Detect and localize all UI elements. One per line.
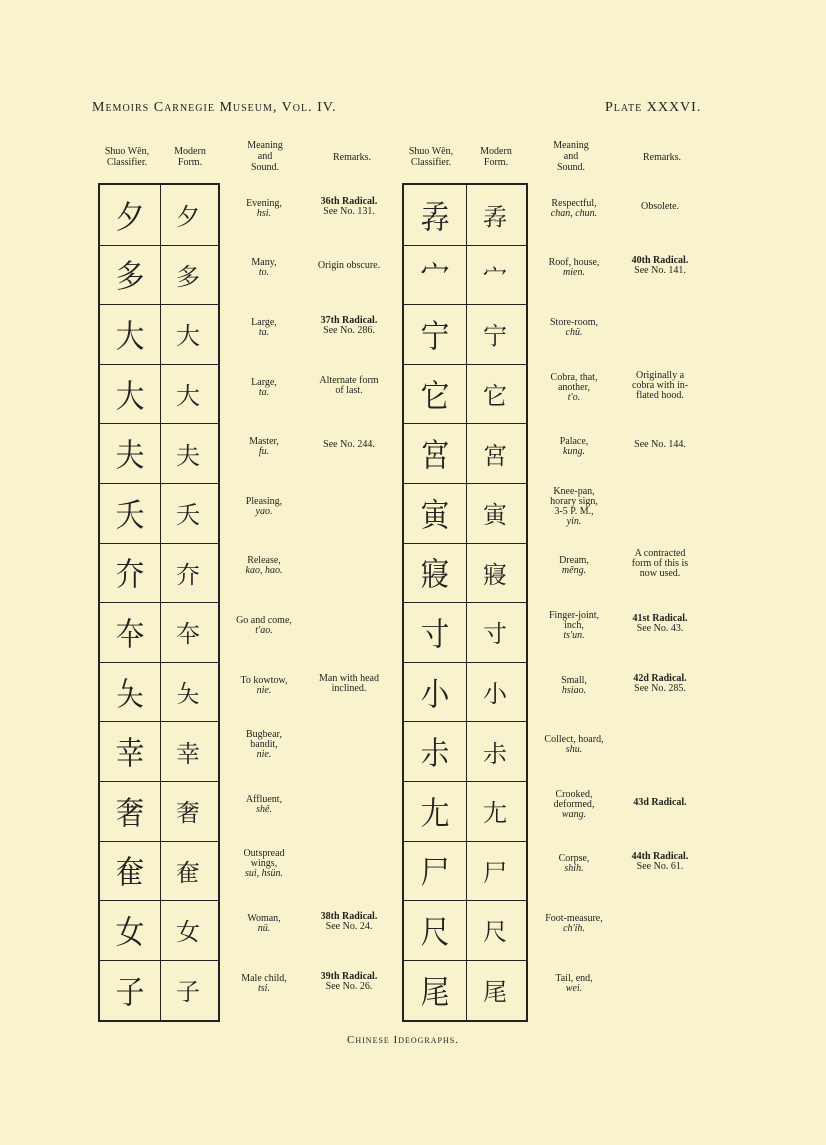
meaning-text: Respectful, xyxy=(551,197,597,209)
modern-character: 寸 xyxy=(483,620,507,649)
seal-character: 夕 xyxy=(115,197,145,236)
seal-character: 夭 xyxy=(115,495,145,534)
meaning-sound xyxy=(534,199,614,219)
col-head-remarks-left: Remarks. xyxy=(332,152,372,163)
remarks-text: 44th Radical. See No. 61. xyxy=(631,851,689,873)
table-row xyxy=(100,543,218,604)
table-row xyxy=(100,602,218,663)
meaning-text: Go and come, xyxy=(236,615,292,626)
sound-text: shê. xyxy=(256,803,272,815)
sound-text: mien. xyxy=(563,267,585,279)
sound-text: kao, hao. xyxy=(245,565,283,577)
left-glyph-table xyxy=(98,183,220,1022)
modern-character: 子 xyxy=(176,978,200,1007)
table-row xyxy=(100,304,218,365)
meaning-text: Woman, xyxy=(247,913,281,924)
meaning-text: To kowtow, xyxy=(240,674,288,686)
meaning-text: Palace, xyxy=(559,436,589,448)
sound-text: wei. xyxy=(565,982,583,994)
table-row xyxy=(404,662,526,723)
modern-character: 奢 xyxy=(176,799,200,828)
seal-character: 宁 xyxy=(420,316,450,355)
meaning-sound xyxy=(534,258,614,278)
modern-character: 小 xyxy=(483,680,507,709)
remarks-text: Alternate form of last. xyxy=(319,374,379,396)
meaning-sound xyxy=(534,735,614,755)
remarks-text: 37th Radical. See No. 286. xyxy=(320,315,378,336)
table-row xyxy=(404,483,526,544)
meaning-text: Roof, house, xyxy=(548,257,600,269)
seal-character: 夨 xyxy=(115,674,145,713)
meaning-text: Foot-measure, xyxy=(545,913,603,924)
meaning-sound xyxy=(226,258,302,278)
remarks-text: 39th Radical. See No. 26. xyxy=(320,970,378,992)
modern-character: 寢 xyxy=(483,560,507,589)
meaning-text: Outspread wings, xyxy=(243,848,285,870)
modern-character: 夕 xyxy=(176,203,200,232)
sound-text: chü. xyxy=(565,327,583,338)
table-row xyxy=(404,960,526,1020)
meaning-sound xyxy=(226,318,302,338)
seal-character: 大 xyxy=(115,316,145,355)
meaning-text: Crooked, deformed, xyxy=(553,788,595,810)
table-row xyxy=(100,185,218,246)
modern-character: 尾 xyxy=(483,978,507,1007)
modern-character: 尸 xyxy=(483,858,507,887)
modern-character: 女 xyxy=(176,918,200,947)
table-row xyxy=(100,841,218,902)
meaning-text: Knee-pan, horary sign, 3-5 P. M., xyxy=(550,485,598,517)
meaning-sound xyxy=(226,497,302,517)
sound-text: hsi. xyxy=(256,207,272,219)
meaning-sound xyxy=(226,378,302,398)
seal-character: 小 xyxy=(420,674,450,713)
meaning-text: Store-room, xyxy=(549,317,599,328)
table-row xyxy=(404,602,526,663)
col-head-remarks-right: Remarks. xyxy=(642,152,682,163)
table-row xyxy=(404,185,526,246)
meaning-sound xyxy=(534,611,614,641)
sound-text: fu. xyxy=(258,446,270,458)
meaning-text: Large, xyxy=(251,376,277,388)
seal-character: 尺 xyxy=(420,912,450,951)
remarks-text: Obsolete. xyxy=(640,200,680,212)
seal-character: 寢 xyxy=(420,555,450,594)
seal-character: 奢 xyxy=(115,793,145,832)
table-row xyxy=(404,841,526,902)
seal-character: 尢 xyxy=(420,793,450,832)
modern-character: 尢 xyxy=(483,799,507,828)
sound-text: nie. xyxy=(256,684,272,696)
meaning-text: Affluent, xyxy=(245,793,283,805)
remarks-text: Man with head inclined. xyxy=(319,672,379,694)
seal-character: 宮 xyxy=(420,436,450,475)
col-head-meaning-left: Meaning and Sound. xyxy=(247,140,283,173)
modern-character: 夲 xyxy=(176,620,200,649)
seal-character: 孨 xyxy=(420,197,450,236)
table-row xyxy=(404,304,526,365)
right-glyph-table xyxy=(402,183,528,1022)
meaning-sound xyxy=(226,795,302,815)
sound-text: shu. xyxy=(565,744,583,756)
meaning-sound xyxy=(534,854,614,874)
seal-character: 尗 xyxy=(420,734,450,773)
seal-character: 寸 xyxy=(420,614,450,653)
sound-text: wang. xyxy=(561,808,587,820)
meaning-text: Collect, hoard, xyxy=(544,734,604,746)
sound-text: shih. xyxy=(564,863,584,875)
meaning-sound xyxy=(226,437,302,457)
modern-character: 尗 xyxy=(483,739,507,768)
modern-character: 夫 xyxy=(176,441,200,470)
meaning-sound xyxy=(226,199,302,219)
meaning-sound xyxy=(226,556,302,576)
meaning-sound xyxy=(226,676,302,696)
meaning-sound xyxy=(534,556,614,576)
meaning-sound xyxy=(226,730,302,760)
remarks-text: 41st Radical. See No. 43. xyxy=(632,613,688,634)
meaning-text: Tail, end, xyxy=(555,972,593,984)
meaning-sound xyxy=(534,974,614,994)
modern-character: 它 xyxy=(483,382,507,411)
running-header-left: Memoirs Carnegie Museum, Vol. IV. xyxy=(92,100,337,115)
meaning-text: Evening, xyxy=(246,197,282,209)
modern-character: 夰 xyxy=(176,560,200,589)
sound-text: to. xyxy=(258,267,270,279)
meaning-text: Male child, xyxy=(241,972,287,984)
table-row xyxy=(404,781,526,842)
sound-text: hsiao. xyxy=(561,684,587,696)
meaning-text: Many, xyxy=(251,257,277,269)
table-row xyxy=(404,721,526,782)
sound-text: nü. xyxy=(257,923,271,934)
meaning-sound xyxy=(534,914,614,934)
meaning-sound xyxy=(534,437,614,457)
table-row xyxy=(404,364,526,425)
sound-text: tsi. xyxy=(258,982,270,994)
modern-character: 夭 xyxy=(176,501,200,530)
remarks-text: See No. 244. xyxy=(323,439,375,451)
seal-character: 夰 xyxy=(115,555,145,594)
seal-character: 子 xyxy=(115,972,145,1011)
modern-character: 寅 xyxy=(483,501,507,530)
sound-text: t'ao. xyxy=(255,625,273,636)
meaning-sound xyxy=(534,318,614,338)
col-head-modern-right: Modern Form. xyxy=(480,146,512,168)
remarks-text: 42d Radical. See No. 285. xyxy=(633,672,687,694)
plate-caption: Chinese Ideographs. xyxy=(347,1034,459,1046)
remarks-text: 40th Radical. See No. 141. xyxy=(631,255,689,277)
meaning-text: Master, xyxy=(249,436,279,448)
meaning-sound xyxy=(226,974,302,994)
remarks-text: See No. 144. xyxy=(634,439,686,451)
table-row xyxy=(100,483,218,544)
meaning-text: Pleasing, xyxy=(245,495,283,507)
col-head-meaning-right: Meaning and Sound. xyxy=(553,140,589,173)
meaning-sound xyxy=(226,849,302,879)
sound-text: kung. xyxy=(563,446,585,458)
remarks-text: 36th Radical. See No. 131. xyxy=(320,195,378,217)
plate-number: Plate XXXVI. xyxy=(605,100,702,115)
meaning-text: Bugbear, bandit, xyxy=(246,729,282,751)
table-row xyxy=(100,662,218,723)
sound-text: yin. xyxy=(566,515,582,527)
table-row xyxy=(100,960,218,1020)
table-row xyxy=(404,900,526,961)
sound-text: mêng. xyxy=(561,565,587,577)
modern-character: 多 xyxy=(176,262,200,291)
modern-character: 尺 xyxy=(483,918,507,947)
remarks-text: Originally a cobra with in- flated hood. xyxy=(631,369,689,401)
modern-character: 幸 xyxy=(176,739,200,768)
sound-text: yao. xyxy=(255,505,273,517)
meaning-sound xyxy=(534,487,614,527)
meaning-text: Dream, xyxy=(559,555,589,567)
sound-text: t'o. xyxy=(567,391,581,403)
sound-text: ch'ih. xyxy=(563,923,585,934)
table-row xyxy=(404,543,526,604)
col-head-shuowen-left: Shuo Wên, Classifier. xyxy=(104,146,150,168)
table-row xyxy=(100,721,218,782)
seal-character: 夫 xyxy=(115,436,145,475)
remarks-text: 43d Radical. xyxy=(633,796,687,808)
modern-character: 宀 xyxy=(483,262,507,291)
meaning-text: Release, xyxy=(247,555,281,567)
seal-character: 幸 xyxy=(115,734,145,773)
meaning-text: Corpse, xyxy=(558,853,590,865)
meaning-text: Cobra, that, another, xyxy=(550,371,598,393)
sound-text: ta. xyxy=(258,327,270,338)
remarks-text: A contracted form of this is now used. xyxy=(631,548,689,580)
seal-character: 奞 xyxy=(115,853,145,892)
meaning-sound xyxy=(226,616,302,636)
sound-text: nie. xyxy=(256,749,272,761)
sound-text: ts'un. xyxy=(563,630,585,641)
seal-character: 多 xyxy=(115,257,145,296)
meaning-text: Small, xyxy=(561,674,587,686)
table-row xyxy=(100,364,218,425)
meaning-text: Large, xyxy=(251,317,277,328)
seal-character: 宀 xyxy=(420,257,450,296)
modern-character: 大 xyxy=(176,382,200,411)
modern-character: 宁 xyxy=(483,322,507,351)
sound-text: chan, chun. xyxy=(550,207,598,219)
table-row xyxy=(100,245,218,306)
meaning-sound xyxy=(534,790,614,820)
seal-character: 女 xyxy=(115,912,145,951)
seal-character: 尸 xyxy=(420,853,450,892)
col-head-modern-left: Modern Form. xyxy=(174,146,206,168)
table-row xyxy=(100,900,218,961)
seal-character: 寅 xyxy=(420,495,450,534)
seal-character: 它 xyxy=(420,376,450,415)
table-row xyxy=(100,423,218,484)
col-head-shuowen-right: Shuo Wên, Classifier. xyxy=(408,146,454,168)
sound-text: sui, hsün. xyxy=(244,868,284,880)
modern-character: 孨 xyxy=(483,203,507,232)
table-row xyxy=(100,781,218,842)
table-row xyxy=(404,423,526,484)
remarks-text: 38th Radical. See No. 24. xyxy=(320,911,378,932)
table-row xyxy=(404,245,526,306)
modern-character: 宮 xyxy=(483,441,507,470)
modern-character: 夨 xyxy=(176,680,200,709)
meaning-text: Finger-joint, inch, xyxy=(548,610,600,631)
meaning-sound xyxy=(534,676,614,696)
meaning-sound xyxy=(226,914,302,934)
sound-text: ta. xyxy=(258,386,270,398)
seal-character: 尾 xyxy=(420,972,450,1011)
modern-character: 大 xyxy=(176,322,200,351)
modern-character: 奞 xyxy=(176,858,200,887)
seal-character: 大 xyxy=(115,376,145,415)
remarks-text: Origin obscure. xyxy=(317,260,381,272)
seal-character: 夲 xyxy=(115,614,145,653)
meaning-sound xyxy=(534,373,614,403)
